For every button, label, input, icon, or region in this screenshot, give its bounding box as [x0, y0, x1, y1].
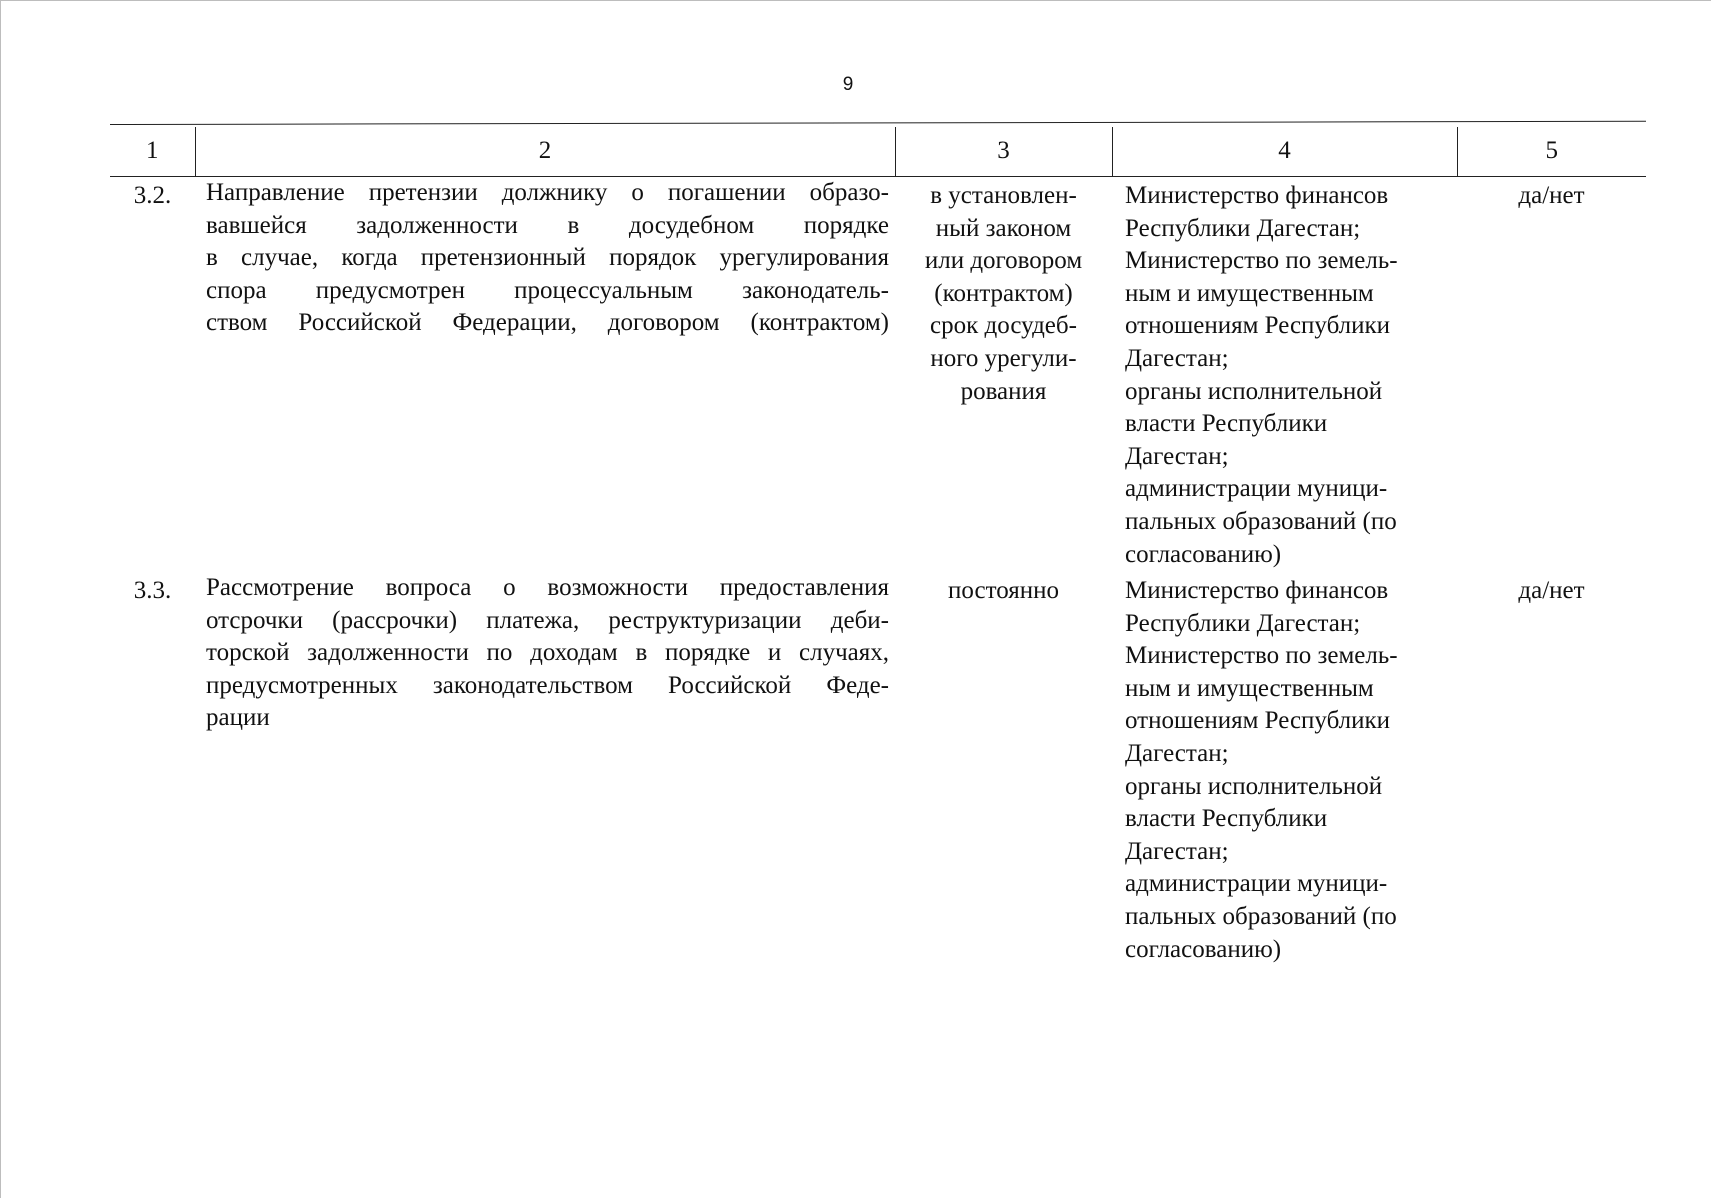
page-number: 9	[842, 74, 854, 95]
responsible-line: отношениям Республики	[1125, 312, 1391, 340]
text-line: отсрочки (рассрочки) платежа, реструктуризации деби-	[206, 606, 889, 634]
table-header-row	[110, 127, 1646, 177]
responsible-line: Республики Дагестан;	[1125, 609, 1361, 637]
responsible-line: администрации муници-	[1125, 870, 1388, 898]
term-line: срок досудеб-	[930, 312, 1077, 340]
indicator-value: да/нет	[1518, 182, 1585, 209]
responsible-cell	[1112, 177, 1457, 573]
responsible-line: Министерство по земель-	[1125, 642, 1398, 670]
term-cell	[895, 177, 1112, 573]
responsible-line: согласованию)	[1125, 540, 1282, 568]
text-line: ством Российской Федерации, договором (контрактом)	[206, 309, 889, 337]
term-line: или договором	[924, 247, 1083, 275]
responsible-line: Дагестан;	[1125, 837, 1229, 865]
text-line: в случае, когда претензионный порядок урегулирования	[206, 244, 889, 272]
term-line: ного урегули-	[930, 344, 1077, 372]
header-col-3: 3	[895, 127, 1112, 177]
header-col-1: 1	[110, 127, 195, 177]
responsible-line: Дагестан;	[1125, 442, 1229, 470]
measures-table	[110, 127, 1646, 966]
text-line: Направление претензии должнику о погашении образо-	[206, 179, 889, 206]
table-row	[110, 572, 1646, 966]
measure-description	[195, 177, 895, 573]
measure-description	[195, 572, 895, 966]
responsible-line: Дагестан;	[1125, 344, 1229, 372]
responsible-line: Республики Дагестан;	[1125, 214, 1361, 242]
header-col-4: 4	[1112, 127, 1457, 177]
responsible-line: Министерство финансов	[1125, 182, 1389, 209]
responsible-line: Министерство по земель-	[1125, 247, 1398, 275]
responsible-line: ным и имущественным	[1125, 279, 1374, 307]
responsible-line: пальных образований (по	[1125, 507, 1397, 535]
text-line: Рассмотрение вопроса о возможности предоставления	[206, 574, 889, 601]
text-line: вавшейся задолженности в досудебном порядке	[206, 211, 889, 239]
indicator-value: да/нет	[1518, 577, 1585, 604]
responsible-line: власти Республики	[1125, 410, 1328, 438]
text-line: предусмотренных законодательством Российской Феде-	[206, 671, 889, 699]
term-line: (контрактом)	[934, 279, 1073, 307]
header-col-2: 2	[195, 127, 895, 177]
term-line: постоянно	[948, 577, 1059, 604]
term-line: ный законом	[935, 214, 1072, 242]
term-line: в установлен-	[930, 182, 1077, 209]
term-line: рования	[960, 377, 1047, 405]
responsible-line: Дагестан;	[1125, 739, 1229, 767]
header-col-5: 5	[1457, 127, 1646, 177]
row-number: 3.3.	[133, 577, 172, 604]
text-line: спора предусмотрен процессуальным законодатель-	[206, 276, 889, 304]
responsible-line: Министерство финансов	[1125, 577, 1389, 604]
term-cell	[895, 572, 1112, 966]
row-number: 3.2.	[133, 182, 172, 209]
responsible-line: органы исполнительной	[1125, 377, 1383, 405]
table-row	[110, 177, 1646, 573]
text-line: торской задолженности по доходам в порядке и случаях,	[206, 639, 889, 667]
responsible-line: администрации муници-	[1125, 475, 1388, 503]
responsible-line: ным и имущественным	[1125, 674, 1374, 702]
responsible-line: пальных образований (по	[1125, 902, 1397, 930]
responsible-line: власти Республики	[1125, 805, 1328, 833]
responsible-cell	[1112, 572, 1457, 966]
responsible-line: органы исполнительной	[1125, 772, 1383, 800]
responsible-line: отношениям Республики	[1125, 707, 1391, 735]
text-line: рации	[206, 704, 270, 732]
responsible-line: согласованию)	[1125, 935, 1282, 963]
